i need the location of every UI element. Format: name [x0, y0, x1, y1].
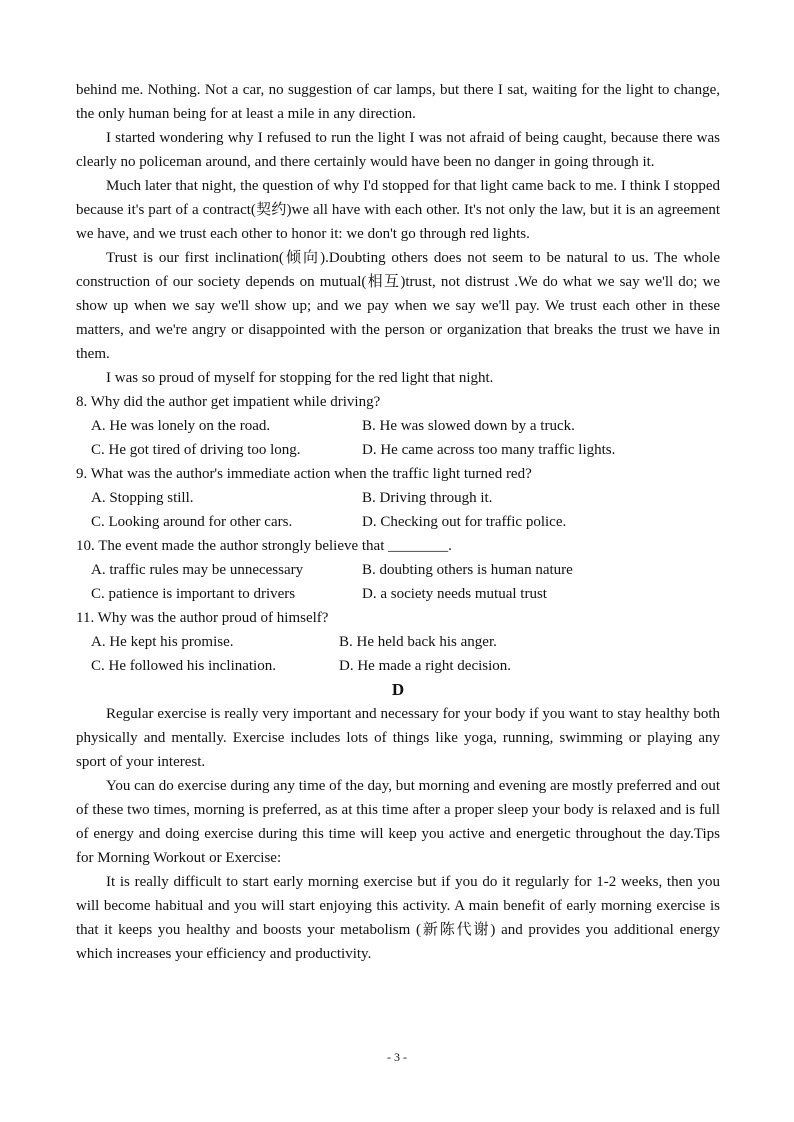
- question-stem: 10. The event made the author strongly believe that ________.: [76, 538, 452, 554]
- question-stem: 9. What was the author's immediate action when the traffic light turned red?: [76, 466, 532, 482]
- passage-paragraph: I started wondering why I refused to run the light I was not afraid of being caught, because there was clearly no policeman around, and there certainly would have been no danger in going through it.: [76, 130, 720, 170]
- option-row: [76, 510, 720, 534]
- question-11: [76, 606, 720, 678]
- passage-paragraph: Regular exercise is really very important and necessary for your body if you want to stay healthy both physically and mentally. Exercise includes lots of things like yoga, running, swimming or playing any sport of your interest.: [76, 706, 720, 770]
- option-c: C. patience is important to drivers: [91, 586, 296, 602]
- option-row: [76, 438, 720, 462]
- option-d: D. He came across too many traffic lights.: [362, 442, 616, 458]
- passage-paragraph: You can do exercise during any time of the day, but morning and evening are mostly preferred and out of these two times, morning is preferred, as at this time after a proper sleep your body is relaxed and is full of energy and doing exercise during this time will keep you active and energetic throughout the day.Tips for Morning Workout or Exercise:: [76, 778, 720, 866]
- option-a: A. traffic rules may be unnecessary: [91, 562, 304, 578]
- option-d: D. Checking out for traffic police.: [362, 514, 567, 530]
- option-d: D. He made a right decision.: [339, 658, 512, 674]
- option-b: B. Driving through it.: [362, 490, 493, 506]
- section-heading: D: [391, 680, 405, 699]
- option-row: [76, 654, 720, 678]
- passage-paragraph: It is really difficult to start early morning exercise but if you do it regularly for 1-2 weeks, then you will become habitual and you will start enjoying this activity. A main benefit of early morning exercise is that it keeps you healthy and boosts your metabolism (新陈代谢) and provides you additional energy which increases your efficiency and productivity.: [76, 874, 720, 962]
- passage-paragraph: behind me. Nothing. Not a car, no suggestion of car lamps, but there I sat, waiting for the light to change, the only human being for at least a mile in any direction.: [76, 82, 720, 122]
- page-number: - 3 -: [387, 1050, 407, 1064]
- question-8: [76, 390, 720, 462]
- option-d: D. a society needs mutual trust: [362, 586, 547, 602]
- option-a: A. He kept his promise.: [91, 634, 234, 650]
- passage-paragraph: Much later that night, the question of why I'd stopped for that light came back to me. I think I stopped because it's part of a contract(契约)we all have with each other. It's not only the law, but it is an agreement we have, and we trust each other to honor it: we don't go through red lights.: [76, 178, 720, 242]
- option-c: C. Looking around for other cars.: [91, 514, 293, 530]
- option-row: [76, 414, 720, 438]
- option-b: B. He held back his anger.: [339, 634, 497, 650]
- passage-paragraph: I was so proud of myself for stopping for the red light that night.: [106, 370, 494, 386]
- option-row: [76, 630, 720, 654]
- option-b: B. He was slowed down by a truck.: [362, 418, 575, 434]
- question-stem: 8. Why did the author get impatient while driving?: [76, 394, 381, 410]
- option-row: [76, 582, 720, 606]
- option-a: A. He was lonely on the road.: [91, 418, 271, 434]
- passage-paragraph: Trust is our first inclination(倾向).Doubting others does not seem to be natural to us. The whole construction of our society depends on mutual(相互)trust, not distrust .We do what we say we'll do; we show up when we say we'll show up; and we pay when we say we'll pay. We trust each other in these matters, and we're angry or disappointed with the person or organization that breaks the trust we have in them.: [76, 250, 720, 362]
- option-c: C. He followed his inclination.: [91, 658, 276, 674]
- option-c: C. He got tired of driving too long.: [91, 442, 301, 458]
- question-10: [76, 534, 720, 606]
- option-a: A. Stopping still.: [91, 490, 194, 506]
- question-9: [76, 462, 720, 534]
- option-row: [76, 558, 720, 582]
- option-b: B. doubting others is human nature: [362, 562, 573, 578]
- option-row: [76, 486, 720, 510]
- page-content: [76, 78, 720, 966]
- question-stem: 11. Why was the author proud of himself?: [76, 610, 329, 626]
